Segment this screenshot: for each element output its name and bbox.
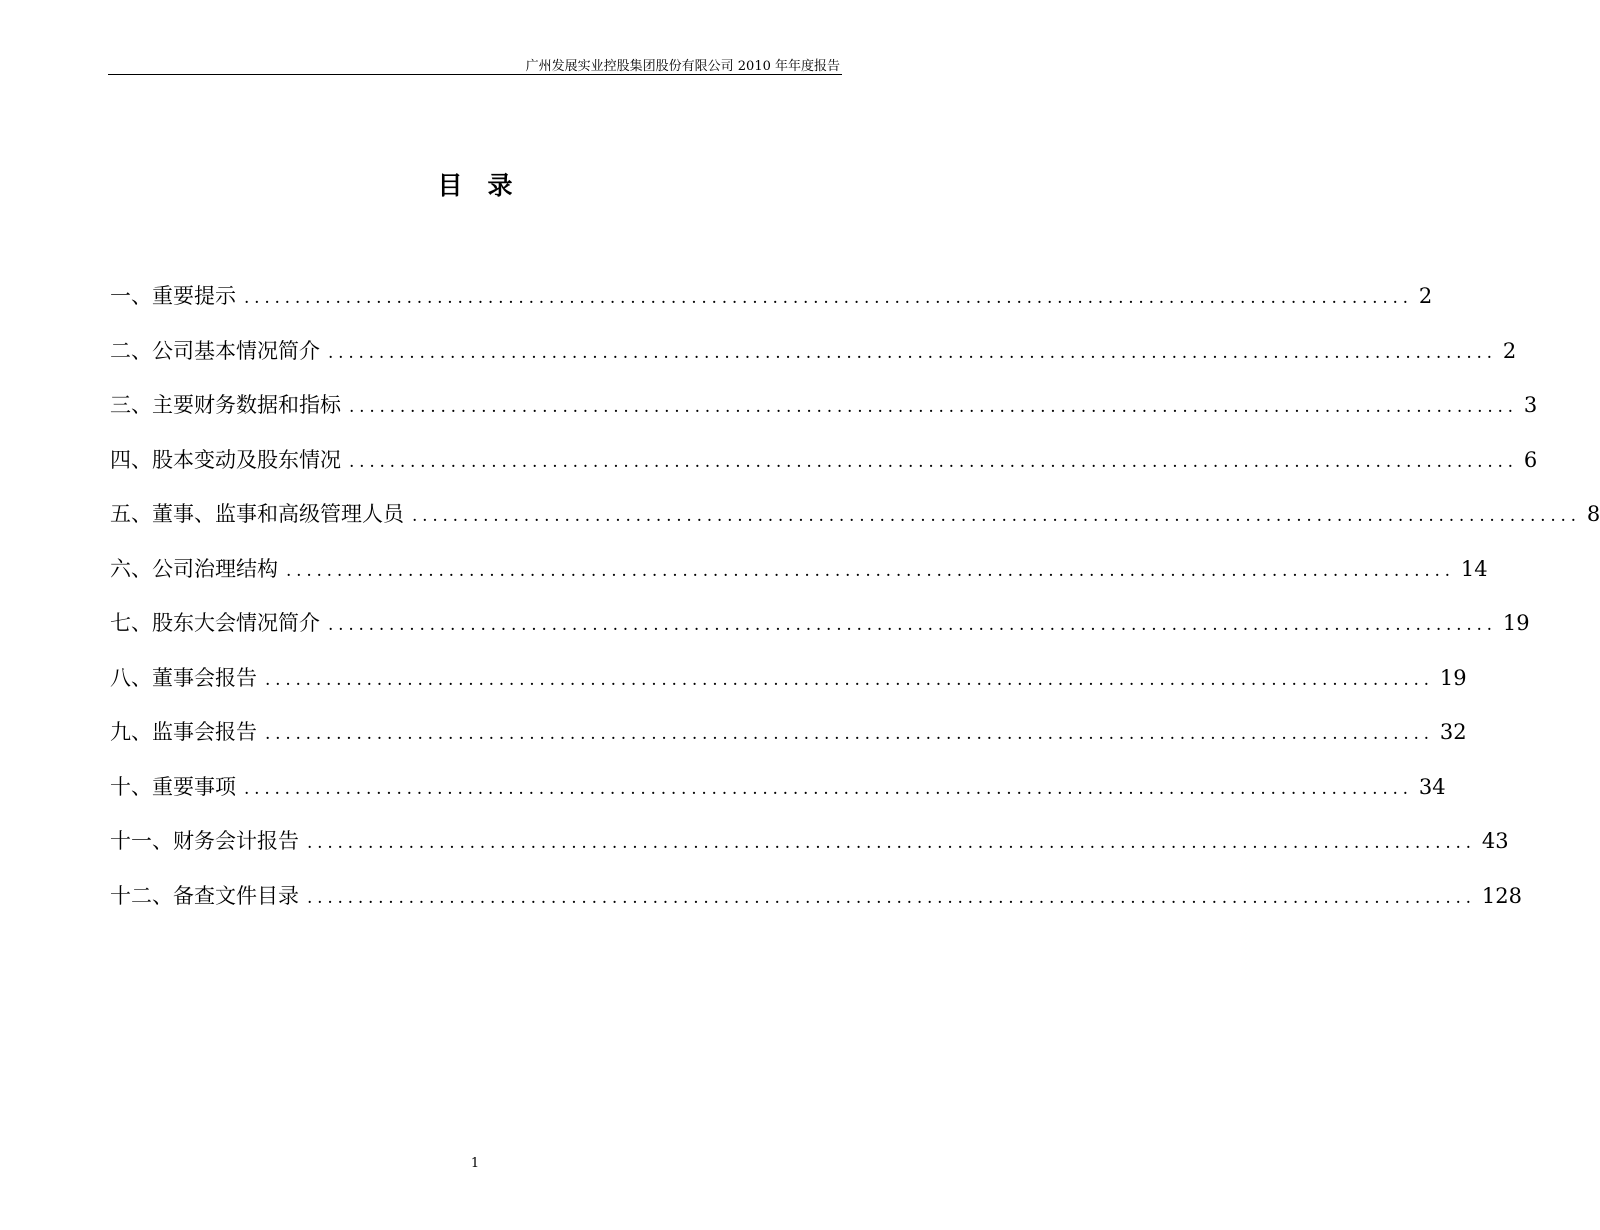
toc-page-number: 8	[1586, 502, 1600, 526]
toc-page-number: 32	[1439, 720, 1467, 744]
toc-label: 三、主要财务数据和指标	[110, 393, 341, 417]
toc-entry-12[interactable]	[110, 880, 1522, 935]
toc-entry-5[interactable]	[110, 498, 1600, 553]
toc-leader: ...................................................................................................................	[328, 342, 1497, 363]
toc-page-number: 128	[1481, 883, 1522, 908]
toc-label: 五、董事、监事和高级管理人员	[110, 502, 404, 526]
toc-leader: ...................................................................................................................	[349, 397, 1518, 417]
toc-label: 七、股东大会情况简介	[110, 611, 320, 635]
toc-leader: ...................................................................................................................	[328, 615, 1497, 635]
toc-entry-7[interactable]	[110, 607, 1530, 662]
toc-entry-9[interactable]	[110, 716, 1467, 771]
toc-page-number: 3	[1523, 393, 1538, 417]
toc-leader: ...................................................................................................................	[286, 560, 1455, 581]
toc-entry-1[interactable]	[110, 280, 1433, 335]
toc-leader: ...................................................................................................................	[265, 669, 1434, 690]
page-number: 1	[470, 1156, 480, 1171]
toc-label: 一、重要提示	[110, 284, 236, 308]
toc-page-number: 34	[1418, 774, 1446, 799]
toc-page-number: 19	[1502, 611, 1530, 635]
header-rule	[108, 74, 842, 75]
page-title: 目录	[437, 171, 538, 200]
toc-entry-6[interactable]	[110, 553, 1488, 608]
toc-page-number: 43	[1481, 829, 1509, 853]
toc-page-number: 6	[1523, 447, 1538, 472]
toc-label: 二、公司基本情况简介	[110, 338, 320, 363]
toc-page-number: 2	[1418, 284, 1433, 308]
toc-entry-3[interactable]	[110, 389, 1538, 444]
toc-page-number: 19	[1439, 665, 1467, 690]
toc-entry-8[interactable]	[110, 662, 1467, 717]
toc-leader: ...................................................................................................................	[307, 833, 1476, 853]
toc-page-number: 14	[1460, 556, 1488, 581]
toc-leader: ...................................................................................................................	[412, 506, 1581, 526]
toc-label: 四、股本变动及股东情况	[110, 447, 341, 472]
toc-entry-11[interactable]	[110, 825, 1509, 880]
toc-label: 九、监事会报告	[110, 720, 257, 744]
toc-leader: ...................................................................................................................	[265, 724, 1434, 744]
running-header: 广州发展实业控股集团股份有限公司 2010 年年度报告	[525, 59, 840, 74]
toc-entry-4[interactable]	[110, 444, 1538, 499]
toc-leader: ...................................................................................................................	[244, 288, 1413, 308]
toc-label: 八、董事会报告	[110, 665, 257, 690]
toc-label: 十一、财务会计报告	[110, 829, 299, 853]
toc-entry-10[interactable]	[110, 771, 1446, 826]
toc-label: 十二、备查文件目录	[110, 883, 299, 908]
toc-leader: ...................................................................................................................	[244, 778, 1413, 799]
toc-label: 六、公司治理结构	[110, 556, 278, 581]
toc-label: 十、重要事项	[110, 774, 236, 799]
toc-page-number: 2	[1502, 338, 1517, 363]
toc-leader: ...................................................................................................................	[307, 887, 1476, 908]
toc-leader: ...................................................................................................................	[349, 451, 1518, 472]
toc-entry-2[interactable]	[110, 335, 1517, 390]
table-of-contents	[110, 280, 1600, 934]
